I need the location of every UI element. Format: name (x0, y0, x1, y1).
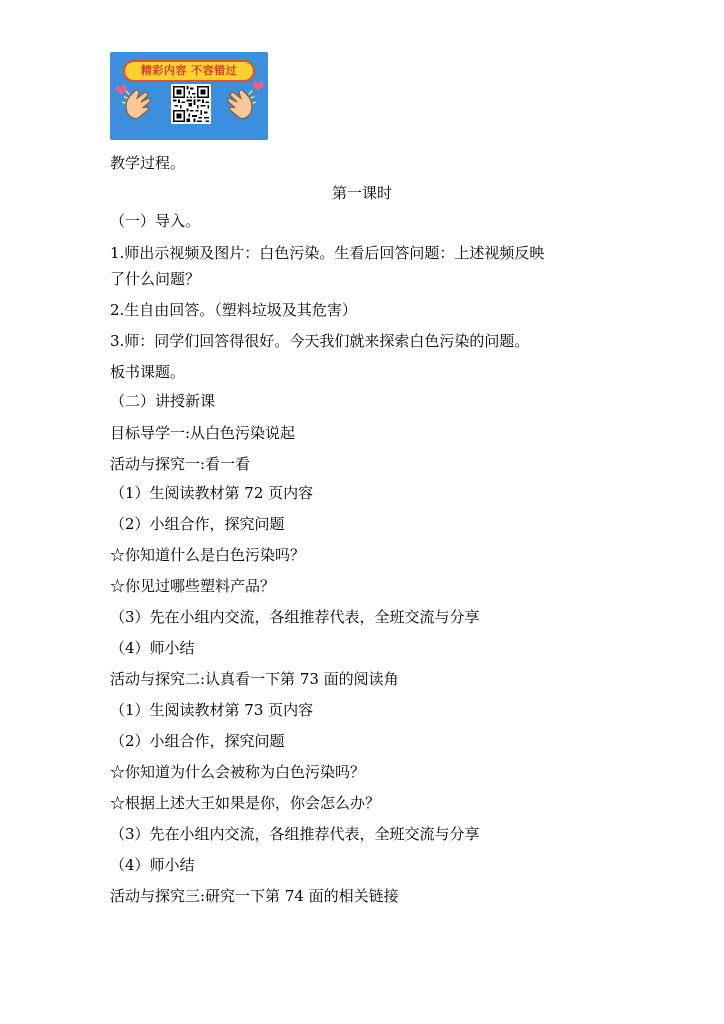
text-line: 目标导学一:从白色污染说起 (110, 424, 296, 442)
qr-code[interactable] (171, 84, 211, 124)
text-line: ☆根据上述大王如果是你，你会怎么办？ (110, 794, 381, 812)
text-line: 2.生自由回答。（塑料垃圾及其危害） (110, 301, 357, 319)
text-line: ☆你见过哪些塑料产品？ (110, 577, 276, 595)
text-line: （3）先在小组内交流，各组推荐代表，全班交流与分享 (110, 608, 480, 626)
banner-title: 精彩内容 不容错过 (123, 60, 255, 82)
text-line: 活动与探究二:认真看一下第 73 面的阅读角 (110, 670, 399, 688)
heart-icon (115, 84, 127, 96)
text-line: （4）师小结 (110, 856, 195, 874)
text-line: （4）师小结 (110, 639, 195, 657)
text-line: 活动与探究三:研究一下第 74 面的相关链接 (110, 887, 399, 905)
text-line: ☆你知道什么是白色污染吗？ (110, 546, 306, 564)
section-heading-new-lesson: （二）讲授新课 (110, 392, 216, 410)
text-line: 活动与探究一:看一看 (110, 455, 251, 473)
lesson-title: 第一课时 (331, 184, 392, 202)
text-line: 了什么问题？ (110, 270, 201, 288)
text-line: （1）生阅读教材第 72 页内容 (110, 484, 314, 502)
promo-banner[interactable] (110, 52, 268, 140)
text-line: （3）先在小组内交流，各组推荐代表，全班交流与分享 (110, 825, 480, 843)
heart-icon (252, 80, 264, 92)
text-line: （2）小组合作，探究问题 (110, 732, 285, 750)
text-line: 板书课题。 (110, 363, 186, 381)
text-line: （1）生阅读教材第 73 页内容 (110, 701, 314, 719)
text-line: （2）小组合作，探究问题 (110, 515, 285, 533)
section-heading-intro: （一）导入。 (110, 212, 201, 230)
text-line: 3.师：同学们回答得很好。今天我们就来探索白色污染的问题。 (110, 332, 530, 350)
text-line: ☆你知道为什么会被称为白色污染吗？ (110, 763, 366, 781)
text-line: 1.师出示视频及图片：白色污染。生看后回答问题：上述视频反映 (110, 244, 545, 262)
section-heading-process: 教学过程。 (110, 154, 186, 172)
